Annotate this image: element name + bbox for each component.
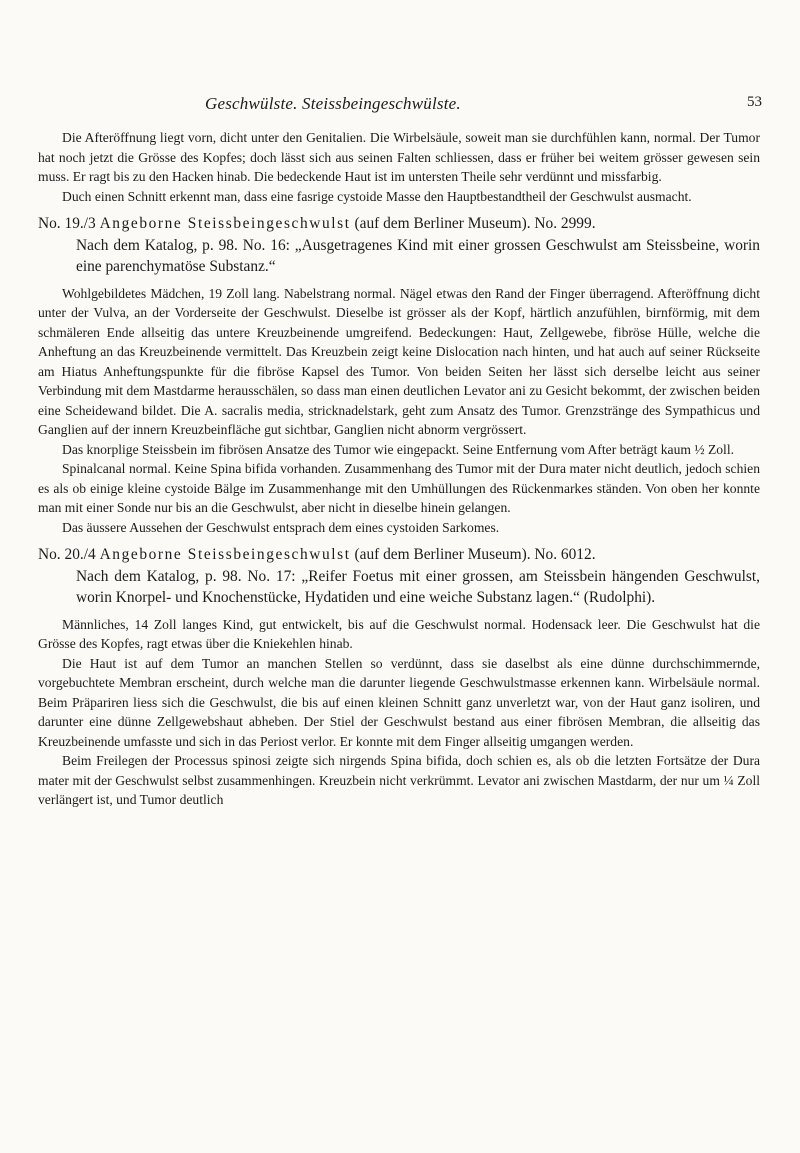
catalog-entry-19 [38,213,760,278]
entry-19-paragraph: Das knorplige Steissbein im fibrösen Ansatze des Tumor wie eingepackt. Seine Entfernung vom After beträgt kaum ½ Zoll. [62,441,735,457]
entry-number: No. 19./3 [38,215,96,232]
page-number: 53 [747,94,762,110]
page-body [38,128,760,810]
page-header [0,94,800,114]
catalog-entry-20 [38,544,760,609]
entry-catalog-quote: Nach dem Katalog, p. 98. No. 17: „Reifer Foetus mit einer grossen, am Steissbein hängenden Geschwulst, worin Knorpel- und Knochenstücke, Hydatiden und eine weiche Substanz lagen.“ (Rudolphi). [76,567,760,606]
entry-20-paragraph: Die Haut ist auf dem Tumor an manchen Stellen so verdünnt, dass sie daselbst als eine dünne durchschimmernde, vorgebuchtete Membran erscheint, durch welche man die darunter liegende Geschwulstmasse erkennen kann. Wirbelsäule normal. Beim Präpariren liess sich die Geschwulst, die bis auf einen kleinen Schnitt ganz unverletzt war, von der Haut ganz isoliren, und darunter eine dünne Zellgewebshaut abheben. Der Stiel der Geschwulst bestand aus einer fibrösen Membran, die allseitig das Kreuzbeinende umfasste und sich in das Periost verlor. Er konnte mit dem Finger allseitig umgangen werden. [38,655,760,749]
entry-20-paragraph: Beim Freilegen der Processus spinosi zeigte sich nirgends Spina bifida, doch schien es, als ob die letzten Fortsätze der Dura mater mit der Geschwulst selbst zusammenhingen. Kreuzbein nicht verkrümmt. Levator ani zwischen Mastdarm, der nur um ¼ Zoll verlängert ist, und Tumor deutlich [38,753,760,807]
entry-source: (auf dem Berliner Museum). No. 2999. [354,215,596,232]
intro-paragraph-1: Die Afteröffnung liegt vorn, dicht unter den Genitalien. Die Wirbelsäule, soweit man sie durchfühlen kann, normal. Der Tumor hat noch jetzt die Grösse des Kopfes; doch lässt sich aus seinen Falten schliessen, dass er früher bei weitem grösser gewesen sein muss. Er ragt bis zu den Hacken hinab. Die bedeckende Haut ist im untersten Theile sehr verdünnt und missfarbig. [38,130,760,184]
entry-number: No. 20./4 [38,546,96,563]
entry-19-paragraph: Spinalcanal normal. Keine Spina bifida vorhanden. Zusammenhang des Tumor mit der Dura mater nicht deutlich, jedoch schien es als ob einige kleine cystoide Bälge im Zusammenhange mit den Umhüllungen des Rückenmarkes ständen. Von oben her konnte man mit einer Sonde nur bis an die Geschwulst, aber nicht in dieselbe hinein gelangen. [38,461,760,515]
entry-19-paragraph: Wohlgebildetes Mädchen, 19 Zoll lang. Nabelstrang normal. Nägel etwas den Rand der Finger überragend. Afteröffnung dicht unter der Vulva, an der Vorderseite der Geschwulst. Dieselbe ist grösser als der Kopf, härtlich anzufühlen, birnförmig, mit dem schmäleren Ende allseitig das untere Kreuzbeinende umgreifend. Bedeckungen: Haut, Zellgewebe, fibröse Hülle, welche die Anheftung an das Kreuzbeinende vermittelt. Das Kreuzbein zeigt keine Dislocation nach hinten, und hat auch auf seiner Rückseite am Hiatus Anheftungspunkte für die fibröse Kapsel des Tumor. Von beiden Seiten her lässt sich derselbe leicht aus seiner Verbindung mit dem Mastdarme herausschälen, so dass man einen deutlichen Levator ani zu Gesicht bekommt, der zwischen beiden eine Scheidewand bildet. Die A. sacralis media, stricknadelstark, geht zum Ansatz des Tumor. Grenzstränge des Sympathicus und Ganglien auf der innern Kreuzbeinfläche gut sichtbar, Ganglien nicht abnorm vergrössert. [38,285,760,437]
running-title: Geschwülste. Steissbeingeschwülste. [205,94,461,113]
entry-19-paragraph: Das äussere Aussehen der Geschwulst entsprach dem eines cystoiden Sarkomes. [62,519,500,535]
entry-source: (auf dem Berliner Museum). No. 6012. [354,546,596,563]
entry-20-paragraph: Männliches, 14 Zoll langes Kind, gut entwickelt, bis auf die Geschwulst normal. Hodensack leer. Die Geschwulst hat die Grösse des Kopfes, ragt etwas über die Kniekehlen hinab. [38,616,760,651]
entry-title: Angeborne Steissbeingeschwulst [99,215,351,232]
entry-catalog-quote: Nach dem Katalog, p. 98. No. 16: „Ausgetragenes Kind mit einer grossen Geschwulst am Steissbeine, worin eine parenchymatöse Substanz.“ [76,236,760,275]
entry-title: Angeborne Steissbeingeschwulst [99,546,351,563]
intro-paragraph-2: Duch einen Schnitt erkennt man, dass eine fasrige cystoide Masse den Hauptbestandtheil der Geschwulst ausmacht. [62,188,692,204]
